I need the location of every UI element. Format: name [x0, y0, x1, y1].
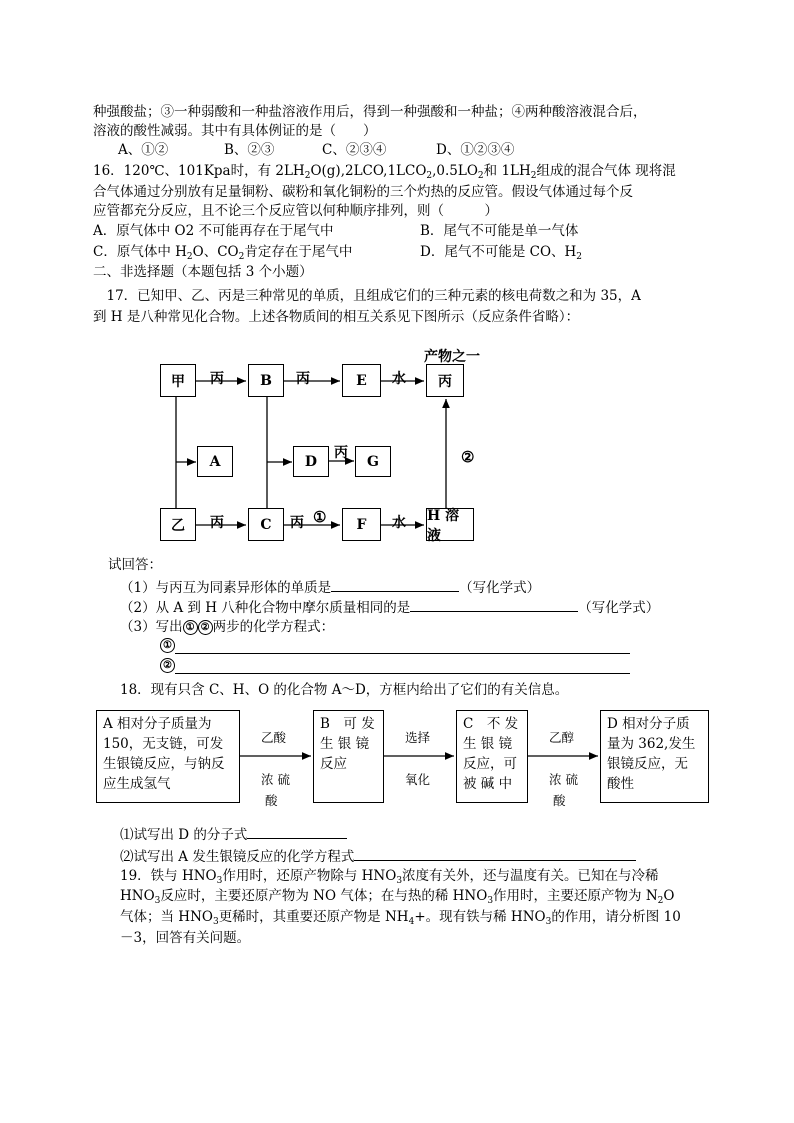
q17-eq2-line: [175, 673, 630, 674]
arrow2-top-label: 选择: [405, 730, 431, 745]
node-g: G: [355, 446, 391, 477]
q15-line2: 溶液的酸性减弱。其中有具体例证的是（ ）: [93, 123, 377, 139]
q17-sub1: （1）与丙互为同素异形体的单质是 （写化学式）: [120, 577, 540, 597]
node-a: A: [197, 446, 233, 477]
node-f: F: [342, 508, 381, 541]
node-e: E: [342, 364, 381, 397]
q17-eq2-label: ②: [160, 656, 175, 674]
q16-option-b: B．尾气不可能是单一气体: [420, 223, 579, 239]
q17-ask: 试回答：: [108, 557, 162, 573]
q17-eq1-label: ①: [160, 636, 175, 654]
q15-option-a: A、①②: [118, 142, 169, 158]
product-label: 产物之一: [424, 349, 480, 365]
q16-option-c: C．原气体中 $H_2O$、$CO_2$肯定存在于尾气中: [93, 244, 353, 262]
q18-line1: 18．现有只含 C、H、O 的化合物 A～D，方框内给出了它们的有关信息。: [120, 682, 569, 698]
q16-line3: 应管都充分反应，且不论三个反应管以何种顺序排列，则（ ）: [93, 203, 498, 219]
arrow-label-water-2: 水: [392, 515, 406, 531]
q17-eq1-line: [175, 653, 630, 654]
q15-line1: 种强酸盐；③一种弱酸和一种盐溶液作用后，得到一种强酸和一种盐；④两种酸溶液混合后，: [93, 104, 647, 120]
info-box-a: A 相对分子质量为 150，无支链，可发 生银镜反应，与钠反 应生成氢气: [96, 710, 240, 803]
q18-arrows: [0, 700, 794, 810]
arrow3-bottom-label-2: 酸: [553, 793, 566, 808]
q16-option-a: A．原气体中 O2 不可能再存在于尾气中: [93, 223, 334, 239]
q16-line2: 合气体通过分别放有足量铜粉、碳粉和氧化铜粉的三个灼热的反应管。假设气体通过每个反: [93, 184, 633, 200]
q15-option-b: B、②③: [224, 142, 275, 158]
info-box-d: D 相对分子质 量为 362,发生 银镜反应，无 酸性: [600, 710, 709, 803]
node-h: H 溶液: [426, 508, 474, 541]
reaction-diagram-lines: [0, 0, 794, 560]
node-bing: 丙: [426, 364, 464, 397]
node-d: D: [293, 446, 329, 477]
q18-sub1: ⑴试写出 D 的分子式: [120, 824, 347, 844]
q19-line4: －3，回答有关问题。: [120, 930, 251, 946]
q16-option-d: D．尾气不可能是 CO、$H_2$: [420, 244, 583, 262]
q19-line1: 19．铁与 $HNO_3$作用时，还原产物除与 $HNO_3$浓度有关外，还与温度有关。已知在与冷稀: [120, 868, 659, 886]
q17-sub3: （3）写出 ① ② 两步的化学方程式：: [120, 619, 335, 635]
arrow2-bottom-label: 氧化: [405, 772, 431, 787]
arrow1-bottom-label-2: 酸: [265, 793, 278, 808]
node-yi: 乙: [160, 508, 196, 541]
arrow-label-bing-4: 丙: [210, 515, 224, 531]
info-box-c: C 不 发 生 银 镜 反应，可 被 碱 中: [456, 710, 528, 803]
q15-option-d: D、①②③④: [436, 142, 515, 158]
q19-line3: 气体；当 $HNO_3$更稀时，其重要还原产物是 $NH_4+$。现有铁与稀 $HNO_3$的作用，请分析图 10: [120, 909, 681, 927]
info-box-b: B 可 发 生 银 镜 反应: [313, 710, 384, 803]
q17-line1: 17．已知甲、乙、丙是三种常见的单质，且组成它们的三种元素的核电荷数之和为 35，A: [93, 288, 641, 304]
arrow-label-bing-2: 丙: [296, 371, 310, 387]
q19-line2: $HNO_3$反应时，主要还原产物为 NO 气体；在与热的稀 $HNO_3$作用时，主要还原产物为 $N_2O$: [120, 888, 675, 906]
arrow3-bottom-label-1: 浓 硫: [549, 772, 578, 787]
q17-sub2: （2）从 A 到 H 八种化合物中摩尔质量相同的是 （写化学式）: [120, 597, 659, 617]
arrow-label-bing-5: 丙: [290, 515, 304, 531]
q15-option-c: C、②③④: [322, 142, 387, 158]
arrow1-top-label: 乙酸: [261, 730, 287, 745]
arrow-label-bing-1: 丙: [210, 371, 224, 387]
arrow-label-bing-3: 丙: [334, 445, 348, 461]
q18-sub2: ⑵试写出 A 发生银镜反应的化学方程式: [120, 846, 636, 866]
node-c: C: [248, 508, 284, 541]
q16-line1: 16．120℃、101Kpa时，有 $2LH_2O(g),2LCO,1LCO_2,0.5LO_2$和 $1LH_2$组成的混合气体 现将混: [93, 163, 676, 181]
arrow1-bottom-label-1: 浓 硫: [261, 772, 290, 787]
mark-one: ①: [313, 508, 327, 526]
arrow-label-water-1: 水: [392, 371, 406, 387]
node-jia: 甲: [160, 364, 196, 397]
node-b: B: [248, 364, 284, 397]
section-heading: 二、非选择题（本题包括 3 个小题）: [93, 264, 313, 280]
mark-two: ②: [461, 448, 475, 466]
arrow3-top-label: 乙醇: [549, 730, 575, 745]
q17-line2: 到 H 是八种常见化合物。上述各物质间的相互关系见下图所示（反应条件省略）：: [93, 309, 580, 325]
